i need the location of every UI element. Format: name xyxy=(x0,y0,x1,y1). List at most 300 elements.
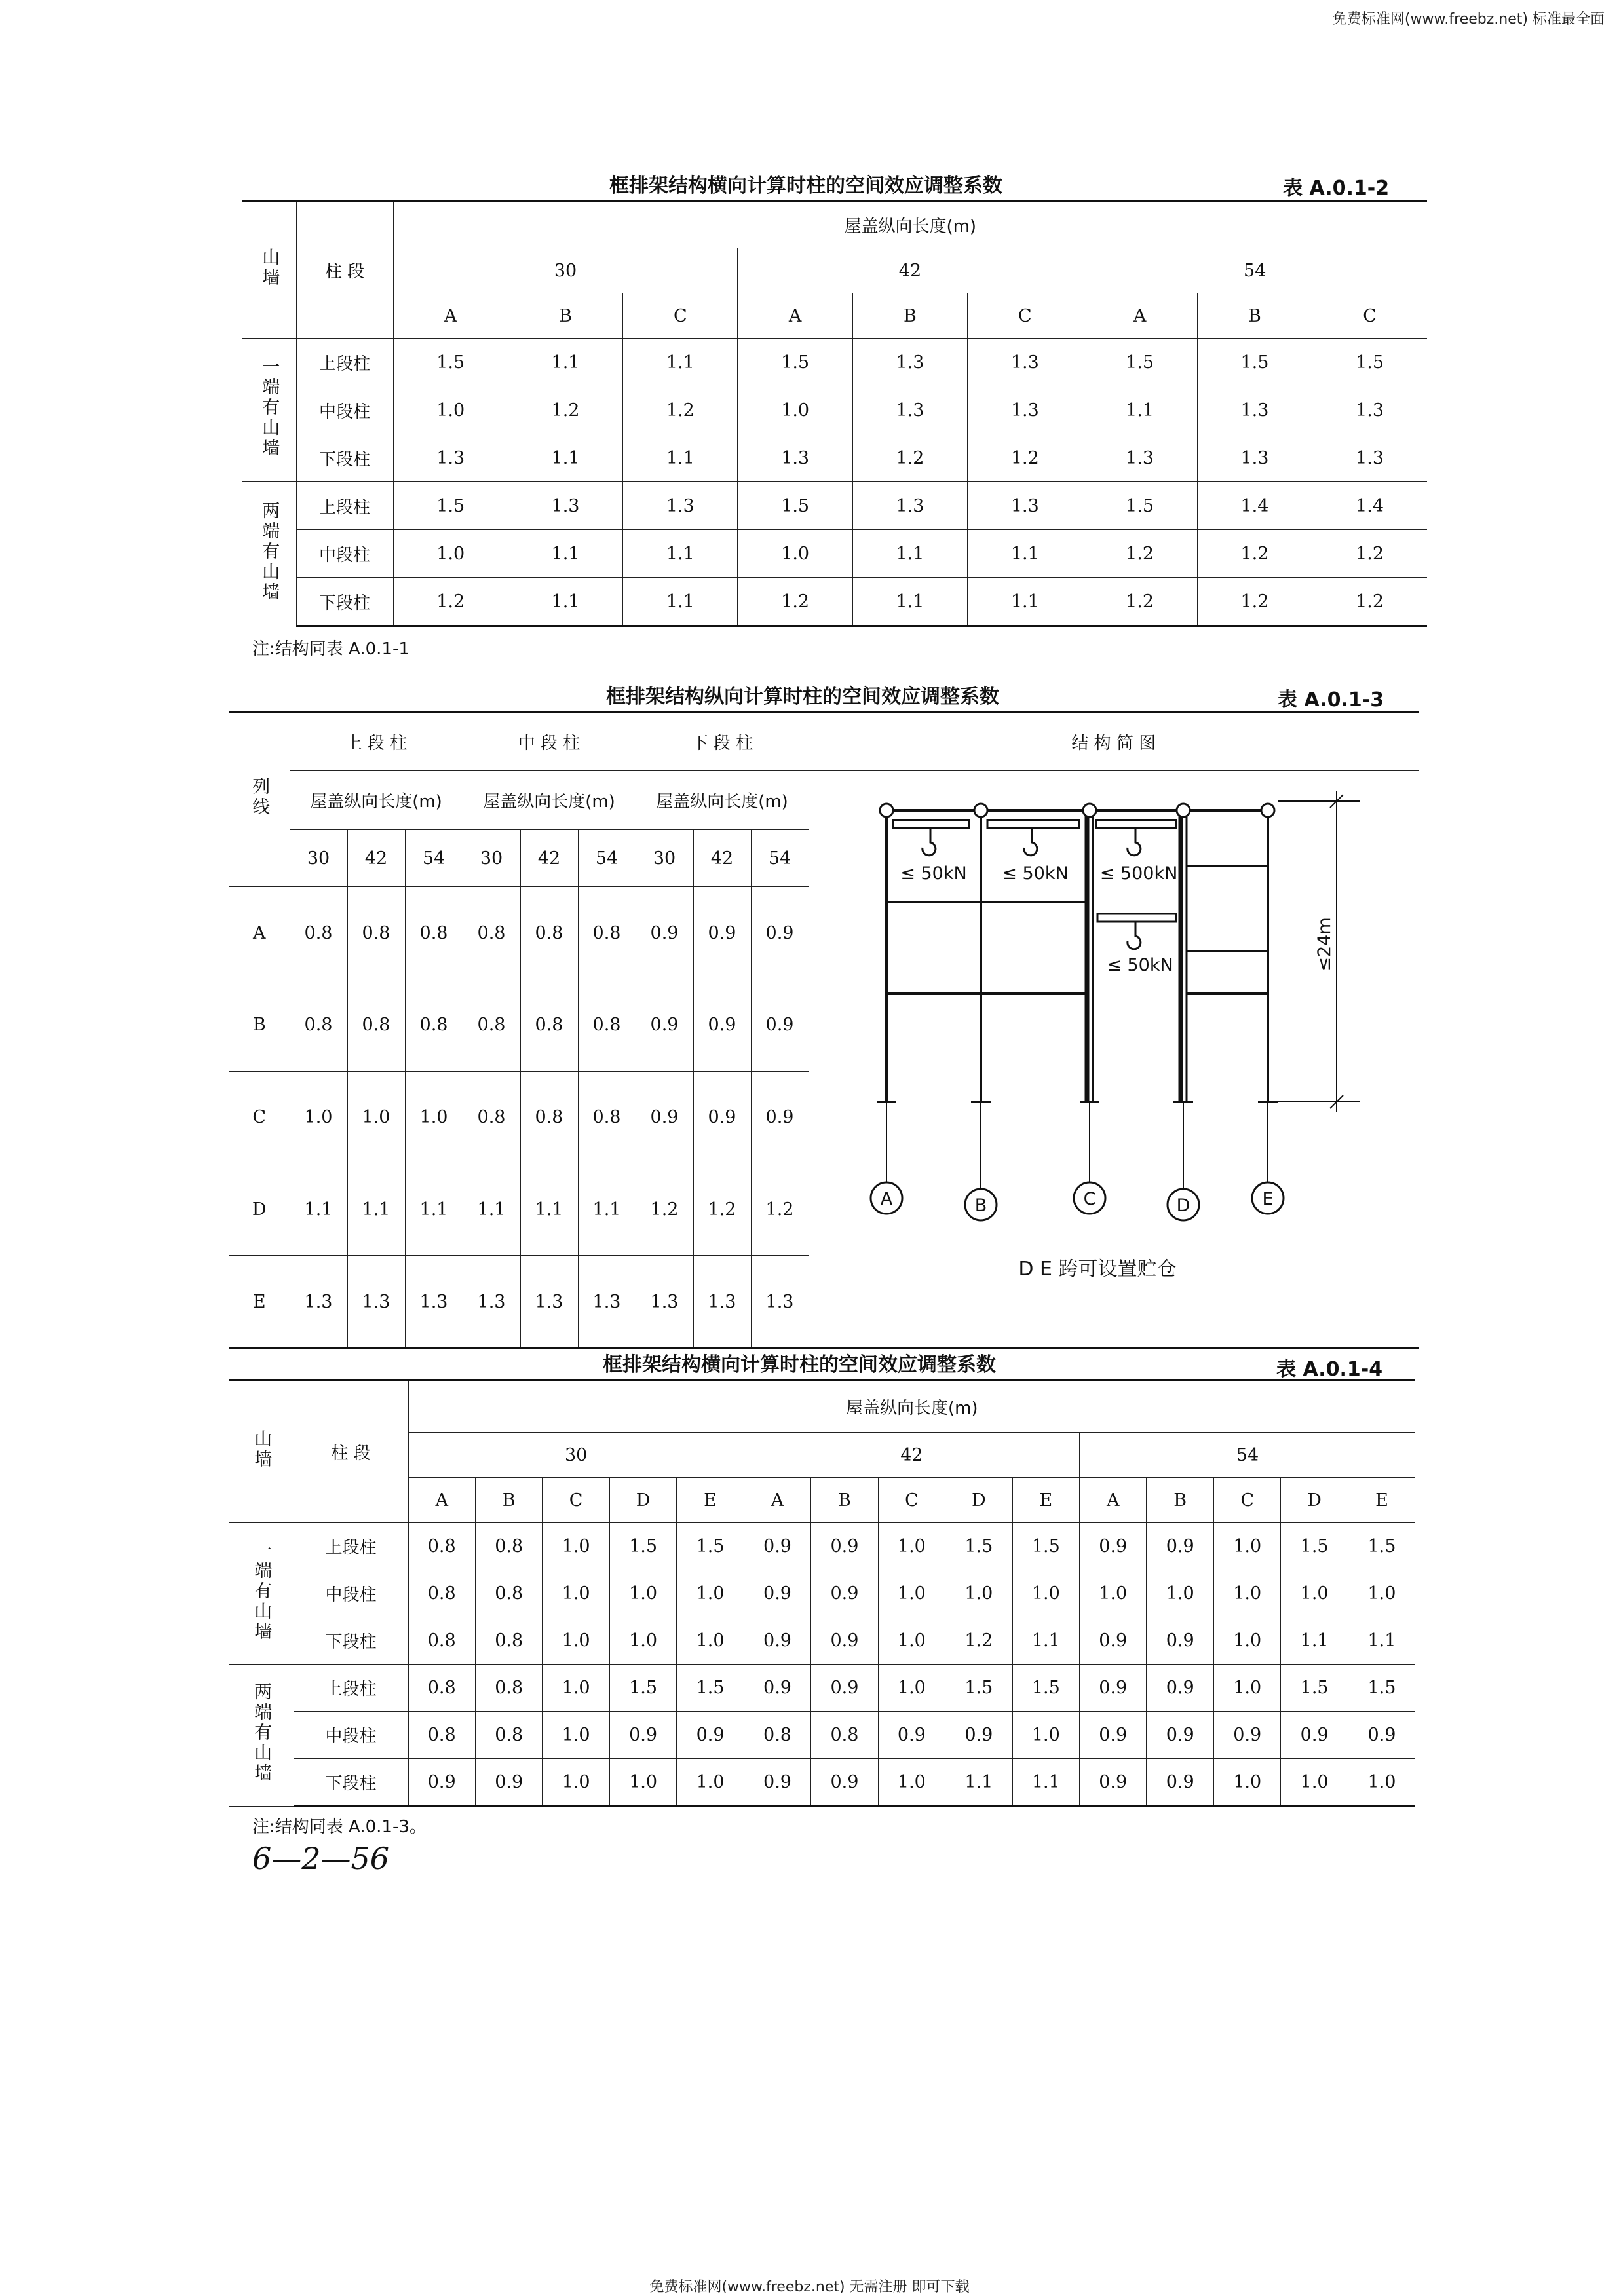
value-cell-text: 1.3 xyxy=(1356,447,1384,468)
header-row xyxy=(242,248,1427,293)
table-row xyxy=(229,1617,1415,1665)
header-length-value-text: 42 xyxy=(364,848,388,869)
segment-label-text: 下段柱 xyxy=(318,449,370,470)
header-column-text: C xyxy=(905,1490,919,1511)
value-cell-text: 1.1 xyxy=(419,1199,448,1220)
value-cell-text: 1.3 xyxy=(650,1291,679,1312)
height-label: ≤24m xyxy=(1314,917,1335,972)
structure-diagram xyxy=(809,771,1419,1349)
value-cell xyxy=(543,1570,609,1617)
value-cell-text: 1.1 xyxy=(1010,591,1039,612)
header-column-text: B xyxy=(559,305,572,326)
header-column xyxy=(852,293,967,339)
header-column-text: A xyxy=(444,305,457,326)
value-cell-text: 1.0 xyxy=(1233,1630,1262,1651)
value-cell xyxy=(475,1523,542,1570)
value-cell xyxy=(609,1665,676,1712)
group-label xyxy=(229,1665,294,1807)
value-cell xyxy=(811,1617,878,1665)
value-cell xyxy=(1147,1617,1213,1665)
value-cell-text: 1.0 xyxy=(562,1678,590,1698)
header-length-value xyxy=(393,248,738,293)
header-column-text: D xyxy=(1307,1490,1322,1511)
value-cell-text: 1.5 xyxy=(1031,1678,1060,1698)
value-cell-text: 1.5 xyxy=(696,1678,725,1698)
header-row xyxy=(242,201,1427,248)
table-a012 xyxy=(242,200,1427,627)
axis-label: D xyxy=(1176,1195,1190,1216)
value-cell-text: 0.9 xyxy=(1099,1725,1128,1745)
header-column xyxy=(677,1478,744,1523)
table-row xyxy=(242,482,1427,530)
value-cell xyxy=(811,1523,878,1570)
segment-label xyxy=(294,1617,408,1665)
segment-label-text: 上段柱 xyxy=(325,1538,377,1558)
value-cell xyxy=(543,1665,609,1712)
value-cell-text: 1.3 xyxy=(362,1291,390,1312)
value-cell xyxy=(347,1163,405,1256)
value-cell xyxy=(1348,1712,1415,1759)
header-column-text: C xyxy=(673,305,687,326)
value-cell-text: 1.0 xyxy=(897,1630,926,1651)
value-cell xyxy=(968,339,1082,386)
value-cell xyxy=(408,1712,475,1759)
header-segment-text: 柱 段 xyxy=(324,261,365,282)
value-cell-text: 0.8 xyxy=(592,922,621,943)
header-line-text: 列线 xyxy=(249,777,270,818)
table2-number: 表 A.0.1-2 xyxy=(1283,177,1390,200)
value-cell-text: 1.2 xyxy=(666,400,695,421)
value-cell xyxy=(1197,578,1312,626)
value-cell-text: 0.8 xyxy=(427,1725,456,1745)
header-length-value xyxy=(751,829,809,887)
value-cell xyxy=(744,1523,810,1570)
header-column xyxy=(1012,1478,1079,1523)
header-column xyxy=(1147,1478,1213,1523)
watermark-bottom: 免费标准网(www.freebz.net) 无需注册 即可下载 xyxy=(649,2279,970,2295)
value-cell-text: 1.3 xyxy=(1010,400,1039,421)
value-cell-text: 1.0 xyxy=(696,1583,725,1604)
value-cell-text: 1.0 xyxy=(1367,1583,1396,1604)
value-cell xyxy=(968,530,1082,578)
value-cell xyxy=(393,339,508,386)
table-a014 xyxy=(229,1379,1415,1807)
table4-caption: 框排架结构横向计算时柱的空间效应调整系数 xyxy=(603,1353,996,1376)
header-column xyxy=(623,293,738,339)
value-cell xyxy=(623,530,738,578)
value-cell-text: 1.3 xyxy=(1356,400,1384,421)
value-cell xyxy=(852,578,967,626)
value-cell-text: 0.8 xyxy=(592,1015,621,1036)
value-cell-text: 0.8 xyxy=(495,1583,524,1604)
value-cell-text: 1.3 xyxy=(896,352,924,373)
value-cell xyxy=(347,887,405,979)
load-label: ≤ 50kN xyxy=(900,863,967,884)
value-cell-text: 1.5 xyxy=(1367,1536,1396,1556)
header-diagram xyxy=(809,712,1419,771)
value-cell xyxy=(968,434,1082,482)
value-cell xyxy=(543,1759,609,1807)
value-cell-text: 1.1 xyxy=(551,543,580,564)
value-cell xyxy=(1348,1759,1415,1807)
header-length-value-text: 30 xyxy=(480,848,503,869)
value-cell-text: 1.2 xyxy=(708,1199,736,1220)
value-cell xyxy=(878,1759,945,1807)
value-cell xyxy=(1213,1665,1280,1712)
segment-label-text: 中段柱 xyxy=(318,402,370,422)
value-cell xyxy=(738,578,852,626)
value-cell xyxy=(578,1071,636,1163)
watermark-top: 免费标准网(www.freebz.net) 标准最全面 xyxy=(1332,11,1605,28)
header-length-value-text: 54 xyxy=(1236,1444,1259,1465)
value-cell xyxy=(463,979,520,1072)
value-cell-text: 1.2 xyxy=(551,400,580,421)
value-cell-text: 1.5 xyxy=(1300,1678,1329,1698)
value-cell-text: 1.0 xyxy=(897,1536,926,1556)
value-cell-text: 1.3 xyxy=(1126,447,1154,468)
value-cell xyxy=(677,1665,744,1712)
value-cell-text: 0.9 xyxy=(650,1015,679,1036)
value-cell xyxy=(693,1163,751,1256)
value-cell xyxy=(744,1712,810,1759)
segment-label xyxy=(296,482,393,530)
header-length-value-text: 54 xyxy=(422,848,446,869)
value-cell-text: 0.9 xyxy=(964,1725,993,1745)
value-cell-text: 1.0 xyxy=(562,1725,590,1745)
value-cell-text: 0.9 xyxy=(830,1536,859,1556)
value-cell xyxy=(623,434,738,482)
header-length xyxy=(408,1380,1415,1433)
header-upper-segment xyxy=(290,712,463,771)
value-cell xyxy=(1281,1759,1348,1807)
header-column xyxy=(1082,293,1197,339)
segment-label xyxy=(296,434,393,482)
value-cell xyxy=(393,578,508,626)
value-cell-text: 0.9 xyxy=(1367,1725,1396,1745)
value-cell-text: 1.3 xyxy=(708,1291,736,1312)
header-column xyxy=(811,1478,878,1523)
header-column-text: B xyxy=(1173,1490,1187,1511)
value-cell-text: 1.0 xyxy=(1300,1583,1329,1604)
value-cell xyxy=(636,1163,693,1256)
value-cell xyxy=(1281,1665,1348,1712)
value-cell xyxy=(463,1071,520,1163)
value-cell-text: 1.1 xyxy=(896,543,924,564)
header-length-value xyxy=(408,1433,744,1478)
value-cell-text: 1.5 xyxy=(1367,1678,1396,1698)
table-a013 xyxy=(229,711,1419,1349)
value-cell-text: 0.8 xyxy=(495,1725,524,1745)
segment-label-text: 中段柱 xyxy=(325,1727,377,1746)
header-column xyxy=(609,1478,676,1523)
header-line xyxy=(229,712,290,887)
value-cell xyxy=(1012,1523,1079,1570)
value-cell xyxy=(1197,386,1312,434)
value-cell xyxy=(1348,1523,1415,1570)
value-cell-text: 1.5 xyxy=(1126,352,1154,373)
header-length-text: 屋盖纵向长度(m) xyxy=(656,791,788,812)
value-cell-text: 0.8 xyxy=(427,1678,456,1698)
header-length-value-text: 42 xyxy=(900,1444,923,1465)
value-cell-text: 1.0 xyxy=(304,1107,333,1128)
segment-label-text: 中段柱 xyxy=(318,545,370,565)
value-cell xyxy=(508,434,622,482)
value-cell xyxy=(609,1570,676,1617)
value-cell-text: 1.1 xyxy=(1300,1630,1329,1651)
line-label xyxy=(229,887,290,979)
value-cell-text: 1.3 xyxy=(551,495,580,516)
header-column xyxy=(738,293,852,339)
value-cell xyxy=(543,1617,609,1665)
value-cell xyxy=(463,887,520,979)
header-column-text: B xyxy=(502,1490,516,1511)
axis-label: E xyxy=(1261,1189,1274,1209)
table3-number: 表 A.0.1-3 xyxy=(1278,688,1384,711)
value-cell-text: 1.1 xyxy=(535,1199,563,1220)
value-cell xyxy=(945,1617,1012,1665)
value-cell xyxy=(1281,1712,1348,1759)
header-length-value xyxy=(347,829,405,887)
value-cell-text: 1.5 xyxy=(964,1536,993,1556)
value-cell-text: 0.8 xyxy=(427,1583,456,1604)
value-cell-text: 1.1 xyxy=(1010,543,1039,564)
value-cell xyxy=(1012,1759,1079,1807)
value-cell xyxy=(393,482,508,530)
value-cell-text: 1.0 xyxy=(1233,1678,1262,1698)
value-cell-text: 0.8 xyxy=(477,1107,506,1128)
header-segment xyxy=(296,201,393,339)
value-cell xyxy=(347,979,405,1072)
value-cell xyxy=(968,578,1082,626)
segment-label xyxy=(296,578,393,626)
table-row xyxy=(242,434,1427,482)
value-cell-text: 1.2 xyxy=(765,1199,794,1220)
value-cell-text: 0.9 xyxy=(763,1536,791,1556)
value-cell xyxy=(463,1256,520,1349)
segment-label xyxy=(294,1523,408,1570)
header-length-value xyxy=(578,829,636,887)
header-length-value-text: 42 xyxy=(898,260,922,281)
value-cell xyxy=(1147,1665,1213,1712)
value-cell-text: 1.5 xyxy=(1240,352,1269,373)
value-cell-text: 1.0 xyxy=(419,1107,448,1128)
header-length xyxy=(636,771,809,830)
value-cell-text: 0.9 xyxy=(1099,1536,1128,1556)
value-cell xyxy=(609,1617,676,1665)
header-column-text: C xyxy=(1240,1490,1254,1511)
value-cell xyxy=(1348,1665,1415,1712)
value-cell xyxy=(1312,386,1427,434)
value-cell-text: 1.3 xyxy=(436,447,465,468)
value-cell-text: 1.5 xyxy=(1126,495,1154,516)
value-cell-text: 1.0 xyxy=(1099,1583,1128,1604)
value-cell-text: 0.9 xyxy=(427,1772,456,1792)
value-cell-text: 1.0 xyxy=(629,1630,658,1651)
value-cell-text: 1.5 xyxy=(1356,352,1384,373)
header-row xyxy=(242,293,1427,339)
load-label: ≤ 50kN xyxy=(1001,863,1069,884)
header-column xyxy=(1348,1478,1415,1523)
value-cell-text: 1.3 xyxy=(592,1291,621,1312)
value-cell-text: 0.9 xyxy=(1166,1630,1194,1651)
segment-label xyxy=(294,1570,408,1617)
value-cell xyxy=(751,1071,809,1163)
value-cell-text: 1.0 xyxy=(1300,1772,1329,1792)
value-cell-text: 1.3 xyxy=(896,495,924,516)
value-cell-text: 1.0 xyxy=(562,1630,590,1651)
load-label: ≤ 50kN xyxy=(1106,955,1173,975)
axis-label: A xyxy=(880,1189,892,1209)
header-length-value xyxy=(738,248,1082,293)
value-cell-text: 0.8 xyxy=(830,1725,859,1745)
segment-label xyxy=(296,386,393,434)
value-cell xyxy=(1147,1759,1213,1807)
value-cell xyxy=(693,979,751,1072)
header-column-text: E xyxy=(1039,1490,1053,1511)
value-cell-text: 1.1 xyxy=(304,1199,333,1220)
value-cell xyxy=(1082,339,1197,386)
value-cell xyxy=(968,386,1082,434)
value-cell xyxy=(968,482,1082,530)
value-cell-text: 0.8 xyxy=(362,1015,390,1036)
value-cell xyxy=(290,979,347,1072)
header-length-value xyxy=(1082,248,1427,293)
value-cell xyxy=(744,1759,810,1807)
table-row xyxy=(242,386,1427,434)
axis-label: C xyxy=(1083,1189,1095,1209)
value-cell xyxy=(578,1256,636,1349)
value-cell xyxy=(475,1617,542,1665)
header-length-value xyxy=(520,829,578,887)
value-cell xyxy=(408,1617,475,1665)
value-cell-text: 1.2 xyxy=(1356,543,1384,564)
header-wall xyxy=(229,1380,294,1523)
value-cell xyxy=(636,887,693,979)
value-cell-text: 1.1 xyxy=(551,447,580,468)
value-cell xyxy=(1197,482,1312,530)
header-column-text: C xyxy=(569,1490,583,1511)
value-cell-text: 1.5 xyxy=(1031,1536,1060,1556)
segment-label xyxy=(296,339,393,386)
value-cell-text: 0.9 xyxy=(763,1583,791,1604)
value-cell xyxy=(1197,530,1312,578)
value-cell xyxy=(744,1570,810,1617)
value-cell-text: 1.1 xyxy=(592,1199,621,1220)
value-cell xyxy=(475,1665,542,1712)
value-cell xyxy=(290,1071,347,1163)
header-column xyxy=(1197,293,1312,339)
value-cell-text: 0.8 xyxy=(362,922,390,943)
header-column-text: A xyxy=(771,1490,784,1511)
value-cell xyxy=(945,1665,1012,1712)
header-length-value-text: 30 xyxy=(307,848,330,869)
value-cell xyxy=(1012,1570,1079,1617)
table4-number: 表 A.0.1-4 xyxy=(1276,1358,1383,1381)
value-cell xyxy=(878,1523,945,1570)
value-cell-text: 1.5 xyxy=(1300,1536,1329,1556)
line-label xyxy=(229,1256,290,1349)
value-cell-text: 0.9 xyxy=(763,1630,791,1651)
segment-label-text: 上段柱 xyxy=(318,497,370,518)
value-cell-text: 1.2 xyxy=(1240,591,1269,612)
value-cell xyxy=(1080,1712,1147,1759)
value-cell xyxy=(811,1570,878,1617)
header-length-value-text: 54 xyxy=(1244,260,1267,281)
value-cell xyxy=(408,1523,475,1570)
value-cell xyxy=(609,1523,676,1570)
header-column xyxy=(543,1478,609,1523)
value-cell-text: 0.9 xyxy=(629,1725,658,1745)
value-cell xyxy=(945,1523,1012,1570)
value-cell-text: 1.5 xyxy=(629,1536,658,1556)
value-cell-text: 1.0 xyxy=(436,543,465,564)
value-cell-text: 0.8 xyxy=(535,1015,563,1036)
value-cell-text: 0.9 xyxy=(830,1630,859,1651)
value-cell xyxy=(578,1163,636,1256)
line-label xyxy=(229,979,290,1072)
header-diagram-text: 结 构 简 图 xyxy=(1071,733,1156,753)
header-column xyxy=(1080,1478,1147,1523)
group-label-text: 两端有山墙 xyxy=(259,500,280,603)
value-cell xyxy=(1281,1523,1348,1570)
value-cell xyxy=(1213,1617,1280,1665)
value-cell-text: 1.5 xyxy=(781,352,810,373)
value-cell xyxy=(408,1570,475,1617)
value-cell xyxy=(405,1163,463,1256)
value-cell xyxy=(1348,1570,1415,1617)
value-cell xyxy=(609,1712,676,1759)
value-cell-text: 1.0 xyxy=(562,1772,590,1792)
header-length-value xyxy=(290,829,347,887)
header-length-text: 屋盖纵向长度(m) xyxy=(845,1398,978,1418)
value-cell xyxy=(508,578,622,626)
header-segment xyxy=(294,1380,408,1523)
value-cell xyxy=(290,887,347,979)
value-cell xyxy=(520,1071,578,1163)
value-cell xyxy=(290,1256,347,1349)
value-cell xyxy=(751,887,809,979)
value-cell-text: 0.8 xyxy=(419,1015,448,1036)
value-cell-text: 1.5 xyxy=(629,1678,658,1698)
value-cell-text: 0.8 xyxy=(304,1015,333,1036)
header-column-text: A xyxy=(435,1490,448,1511)
value-cell xyxy=(945,1570,1012,1617)
value-cell-text: 0.8 xyxy=(495,1678,524,1698)
value-cell xyxy=(738,482,852,530)
value-cell xyxy=(393,434,508,482)
value-cell xyxy=(1312,578,1427,626)
value-cell xyxy=(1312,434,1427,482)
value-cell xyxy=(744,1617,810,1665)
value-cell-text: 1.0 xyxy=(964,1583,993,1604)
axis-label: B xyxy=(974,1195,987,1216)
value-cell xyxy=(1312,339,1427,386)
value-cell xyxy=(751,1256,809,1349)
value-cell xyxy=(636,1071,693,1163)
value-cell xyxy=(623,482,738,530)
header-column-text: A xyxy=(1107,1490,1120,1511)
value-cell xyxy=(508,339,622,386)
group-label-text: 一端有山墙 xyxy=(251,1540,272,1642)
value-cell-text: 1.1 xyxy=(1031,1772,1060,1792)
header-column xyxy=(393,293,508,339)
value-cell-text: 1.1 xyxy=(666,352,695,373)
diagram-caption: D E 跨可设置贮仓 xyxy=(1018,1258,1177,1281)
value-cell xyxy=(463,1163,520,1256)
table2-note: 注:结构同表 A.0.1-1 xyxy=(252,639,410,659)
value-cell-text: 0.9 xyxy=(830,1583,859,1604)
value-cell-text: 0.8 xyxy=(427,1536,456,1556)
